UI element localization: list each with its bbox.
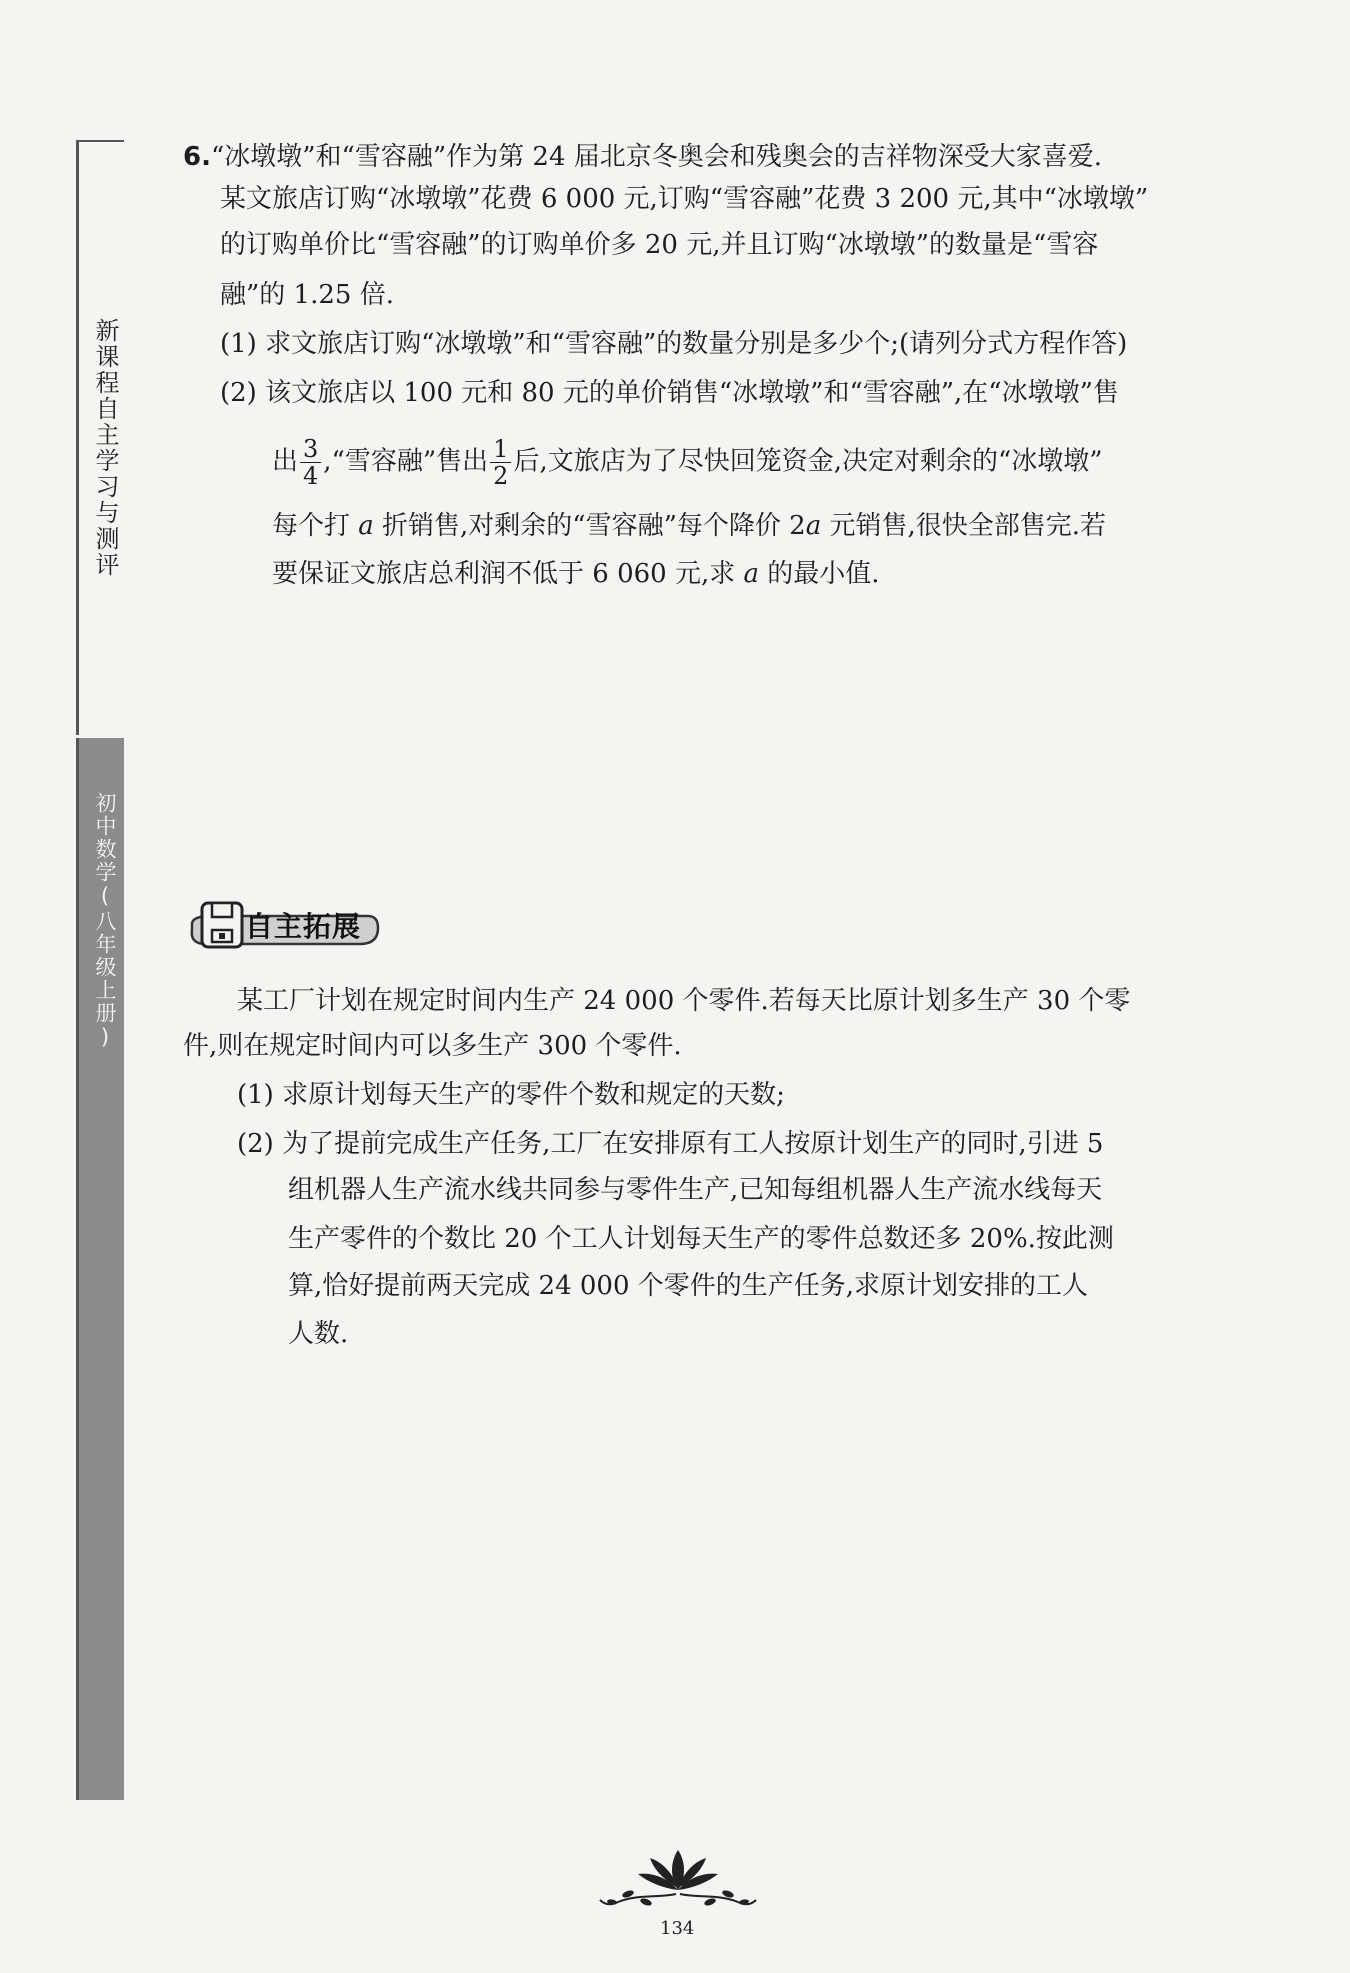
extension-part-2-line-3: 生产零件的个数比 20 个工人计划每天生产的零件总数还多 20%.按此测 — [288, 1224, 1114, 1254]
question-6-line-4: 融”的 1.25 倍. — [220, 280, 394, 310]
question-6-part-2-line-1: (2) 该文旅店以 100 元和 80 元的单价销售“冰墩墩”和“雪容融”,在“冰墩墩”售 — [220, 378, 1119, 408]
question-6-line-2: 某文旅店订购“冰墩墩”花费 6 000 元,订购“雪容融”花费 3 200 元,其中“冰墩墩” — [220, 184, 1149, 214]
extension-part-2-line-1: (2) 为了提前完成生产任务,工厂在安排原有工人按原计划生产的同时,引进 5 — [237, 1129, 1104, 1159]
question-6-part-2-line-2: 出 $\frac{3}{4}$ ,“雪容融”售出 $\frac{1}{2}$ 后,文旅店为了尽快回笼资金,决定对剩余的“冰墩墩” — [272, 435, 1103, 490]
sidebar-subject-title: 初中数学(八年级上册) — [93, 792, 117, 1051]
extension-part-2-line-2: 组机器人生产流水线共同参与零件生产,已知每组机器人生产流水线每天 — [288, 1175, 1103, 1205]
extension-part-2-line-5: 人数. — [288, 1319, 349, 1349]
extension-line-1: 某工厂计划在规定时间内生产 24 000 个零件.若每天比原计划多生产 30 个零 — [237, 986, 1131, 1016]
question-6-part-2-line-3: 每个打 a 折销售,对剩余的“雪容融”每个降价 2a 元销售,很快全部售完.若 — [272, 511, 1107, 541]
floppy-disk-icon — [202, 903, 242, 947]
floral-ornament-icon — [598, 1840, 758, 1920]
question-6-line-1: 6.“冰墩墩”和“雪容融”作为第 24 届北京冬奥会和残奥会的吉祥物深受大家喜爱. — [183, 142, 1103, 172]
fraction-three-quarters: $\frac{3}{4}$ — [300, 436, 321, 489]
section-title: 自主拓展 — [245, 910, 362, 943]
fraction-one-half: $\frac{1}{2}$ — [490, 436, 511, 489]
extension-part-2-line-4: 算,恰好提前两天完成 24 000 个零件的生产任务,求原计划安排的工人 — [288, 1271, 1089, 1301]
question-6-line-3: 的订购单价比“雪容融”的订购单价多 20 元,并且订购“冰墩墩”的数量是“雪容 — [220, 230, 1099, 260]
page-number: 134 — [660, 1918, 695, 1939]
extension-part-1: (1) 求原计划每天生产的零件个数和规定的天数; — [237, 1080, 785, 1110]
question-number: 6. — [183, 142, 211, 172]
question-6-part-2-line-4: 要保证文旅店总利润不低于 6 060 元,求 a 的最小值. — [272, 559, 880, 589]
question-6-part-1: (1) 求文旅店订购“冰墩墩”和“雪容融”的数量分别是多少个;(请列分式方程作答) — [220, 329, 1128, 359]
sidebar-book-title: 新课程自主学习与测评 — [91, 318, 119, 578]
extension-line-2: 件,则在规定时间内可以多生产 300 个零件. — [183, 1031, 682, 1061]
